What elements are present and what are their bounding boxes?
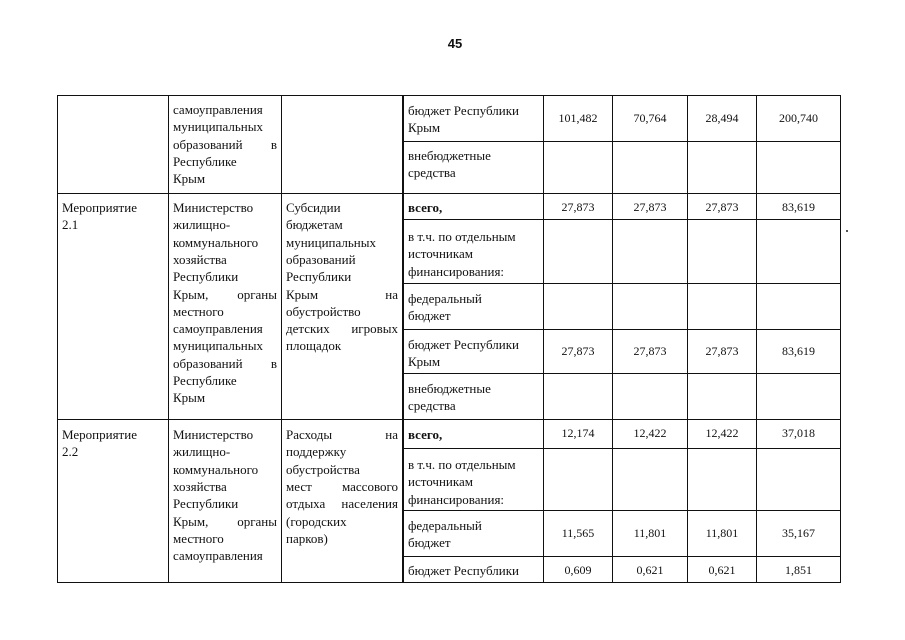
value-cell: 83,619 xyxy=(782,344,815,358)
description-text: детских игровых xyxy=(286,321,398,337)
executor-text: Республике xyxy=(173,373,237,388)
table-top-border xyxy=(57,95,841,96)
row-divider xyxy=(403,329,841,330)
value-cell: 0,621 xyxy=(636,563,664,577)
row-divider xyxy=(403,283,841,284)
funding-source-label: источникам xyxy=(408,474,473,490)
col-border xyxy=(281,95,282,583)
funding-source-label: бюджет Республики xyxy=(408,337,520,352)
executor-text: самоуправления xyxy=(173,548,263,564)
executor-text: Министерство xyxy=(173,200,254,215)
funding-source-label: бюджет Республики xyxy=(408,563,520,578)
description-text: Субсидии xyxy=(286,200,341,215)
description-text: Республики xyxy=(286,269,352,285)
row-divider xyxy=(403,141,841,142)
executor-text: жилищно- xyxy=(173,444,231,460)
value-cell: 27,873 xyxy=(705,200,739,214)
col-border xyxy=(687,95,688,583)
row-divider xyxy=(403,219,841,220)
funding-source-label: финансирования: xyxy=(408,491,505,507)
description-text: площадок xyxy=(286,338,342,354)
activity-label: 2.2 xyxy=(62,444,79,460)
activity-label: Мероприятие xyxy=(62,427,137,442)
col-border xyxy=(612,95,613,583)
value-cell: 12,174 xyxy=(561,426,595,440)
row-divider xyxy=(403,448,841,449)
col-border xyxy=(57,95,58,583)
value-cell: 11,565 xyxy=(561,526,595,540)
executor-text: муниципальных xyxy=(173,119,264,135)
value-cell: 12,422 xyxy=(633,426,667,440)
executor-text: Крым xyxy=(173,171,206,187)
total-label: всего, xyxy=(408,200,443,215)
funding-source-label: в т.ч. по отдельным xyxy=(408,229,516,244)
funding-source-label: федеральный xyxy=(408,291,482,306)
funding-source-label: бюджет xyxy=(408,308,451,324)
funding-source-label: Крым xyxy=(408,120,441,136)
description-text: обустройства xyxy=(286,461,360,477)
value-cell: 0,621 xyxy=(708,563,736,577)
value-cell: 1,851 xyxy=(785,563,812,577)
funding-source-label: финансирования: xyxy=(408,263,505,279)
section-divider xyxy=(57,419,841,420)
funding-source-label: Крым xyxy=(408,354,441,370)
executor-text: муниципальных xyxy=(173,338,264,354)
value-cell: 27,873 xyxy=(633,200,667,214)
description-text: Расходы на xyxy=(286,427,398,442)
executor-text: Крым, органы xyxy=(173,286,277,302)
executor-text: местного xyxy=(173,530,224,546)
executor-text: коммунального xyxy=(173,234,259,250)
description-text: Крым на xyxy=(286,286,398,302)
executor-text: коммунального xyxy=(173,461,259,477)
col-border xyxy=(840,95,841,583)
funding-source-label: бюджет Республики xyxy=(408,103,520,118)
value-cell: 37,018 xyxy=(782,426,815,440)
executor-text: жилищно- xyxy=(173,217,231,233)
description-text: обустройство xyxy=(286,303,361,319)
row-divider xyxy=(403,373,841,374)
funding-source-label: в т.ч. по отдельным xyxy=(408,457,516,472)
description-text: отдыха населения xyxy=(286,496,398,512)
col-border xyxy=(168,95,169,583)
executor-text: самоуправления xyxy=(173,321,263,337)
value-cell: 35,167 xyxy=(782,526,815,540)
page-number: 45 xyxy=(447,36,463,51)
executor-text: образований в xyxy=(173,355,277,371)
executor-text: Республики xyxy=(173,496,239,512)
col-border xyxy=(543,95,544,583)
executor-text: Министерство xyxy=(173,427,254,442)
funding-source-label: средства xyxy=(408,165,456,181)
description-text: мест массового xyxy=(286,478,398,494)
executor-text: Крым xyxy=(173,390,206,406)
funding-source-label: внебюджетные xyxy=(408,148,491,163)
value-cell: 70,764 xyxy=(633,111,667,125)
total-label: всего, xyxy=(408,427,443,442)
description-text: поддержку xyxy=(286,444,347,460)
description-text: образований xyxy=(286,251,356,267)
executor-text: самоуправления xyxy=(173,102,263,117)
value-cell: 12,422 xyxy=(705,426,739,440)
value-cell: 101,482 xyxy=(558,111,598,125)
section-divider xyxy=(57,193,841,194)
description-text: (городских xyxy=(286,513,347,529)
col-border xyxy=(402,95,404,583)
value-cell: 11,801 xyxy=(705,526,739,540)
description-text: муниципальных xyxy=(286,234,377,250)
funding-source-label: источникам xyxy=(408,246,473,262)
col-border xyxy=(756,95,757,583)
value-cell: 200,740 xyxy=(779,111,818,125)
funding-source-label: федеральный xyxy=(408,518,482,533)
executor-text: образований в xyxy=(173,136,277,152)
funding-source-label: средства xyxy=(408,398,456,414)
description-text: парков) xyxy=(286,530,328,546)
value-cell: 28,494 xyxy=(705,111,739,125)
executor-text: местного xyxy=(173,303,224,319)
executor-text: Республике xyxy=(173,153,237,169)
value-cell: 0,609 xyxy=(564,563,592,577)
description-text: бюджетам xyxy=(286,217,343,233)
row-divider xyxy=(403,510,841,511)
value-cell: 11,801 xyxy=(633,526,667,540)
funding-source-label: внебюджетные xyxy=(408,381,491,396)
row-divider xyxy=(403,556,841,557)
executor-text: Крым, органы xyxy=(173,513,277,529)
value-cell: 27,873 xyxy=(633,344,667,358)
value-cell: 27,873 xyxy=(561,200,595,214)
value-cell: 83,619 xyxy=(782,200,815,214)
activity-label: 2.1 xyxy=(62,217,79,233)
value-cell: 27,873 xyxy=(705,344,739,358)
value-cell: 27,873 xyxy=(561,344,595,358)
activity-label: Мероприятие xyxy=(62,200,137,215)
table-bottom-border xyxy=(57,582,841,583)
executor-text: Республики xyxy=(173,269,239,285)
executor-text: хозяйства xyxy=(173,251,227,267)
funding-source-label: бюджет xyxy=(408,535,451,551)
executor-text: хозяйства xyxy=(173,478,227,494)
